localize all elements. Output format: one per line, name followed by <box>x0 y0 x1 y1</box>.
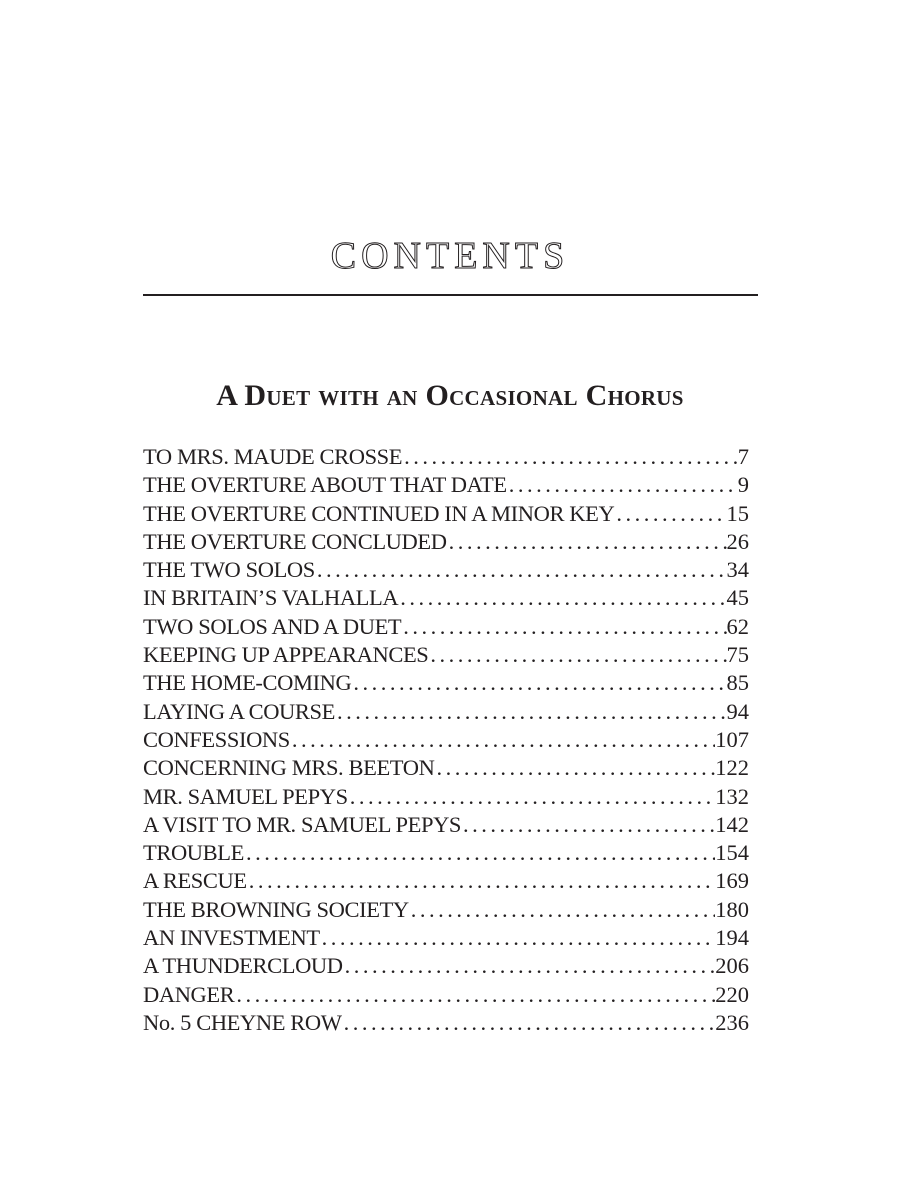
toc-entry <box>143 556 749 584</box>
dot-leader <box>244 839 715 867</box>
dot-leader <box>234 981 715 1009</box>
toc-entry <box>143 726 749 754</box>
dot-leader <box>507 471 738 499</box>
toc-entry-page-number: 26 <box>726 528 749 554</box>
table-of-contents <box>143 443 749 1037</box>
toc-entry-title: THE BROWNING SOCIETY <box>143 896 409 922</box>
toc-entry-page-number: 132 <box>715 783 749 809</box>
toc-entry-title: THE OVERTURE CONTINUED IN A MINOR KEY <box>143 500 615 526</box>
dot-leader <box>461 811 715 839</box>
dot-leader <box>401 613 726 641</box>
toc-entry-title: TROUBLE <box>143 840 244 866</box>
toc-entry-title: A VISIT TO MR. SAMUEL PEPYS <box>143 811 462 837</box>
toc-entry-title: CONFESSIONS <box>143 726 290 752</box>
toc-entry-title: MR. SAMUEL PEPYS <box>143 783 348 809</box>
toc-entry-title: LAYING A COURSE <box>143 698 335 724</box>
toc-entry-page-number: 154 <box>715 840 749 866</box>
dot-leader <box>402 443 738 471</box>
toc-entry <box>143 783 749 811</box>
dot-leader <box>348 783 716 811</box>
title-rule <box>143 294 758 296</box>
toc-entry-page-number: 62 <box>726 613 749 639</box>
toc-entry-title: A THUNDERCLOUD <box>143 953 343 979</box>
toc-entry-title: THE OVERTURE CONCLUDED <box>143 528 447 554</box>
toc-entry-page-number: 122 <box>715 755 749 781</box>
dot-leader <box>342 1009 716 1037</box>
toc-entry <box>143 839 749 867</box>
toc-entry <box>143 584 749 612</box>
toc-entry <box>143 924 749 952</box>
toc-entry-title: THE TWO SOLOS <box>143 557 315 583</box>
toc-entry-page-number: 206 <box>715 953 749 979</box>
dot-leader <box>247 867 716 895</box>
toc-entry-title: IN BRITAIN’S VALHALLA <box>143 585 399 611</box>
toc-entry-title: TO MRS. MAUDE CROSSE <box>143 444 403 469</box>
toc-entry <box>143 1009 749 1037</box>
toc-entry-page-number: 9 <box>737 472 749 498</box>
toc-entry <box>143 500 749 528</box>
toc-entry <box>143 811 749 839</box>
toc-entry <box>143 896 749 924</box>
toc-entry-page-number: 220 <box>715 981 749 1007</box>
dot-leader <box>315 556 727 584</box>
toc-entry <box>143 443 749 471</box>
toc-entry-page-number: 45 <box>726 585 749 611</box>
toc-entry-title: DANGER <box>143 981 235 1007</box>
toc-entry-title: THE OVERTURE ABOUT THAT DATE <box>143 472 507 498</box>
dot-leader <box>614 500 726 528</box>
dot-leader <box>290 726 715 754</box>
toc-entry <box>143 669 749 697</box>
dot-leader <box>447 528 727 556</box>
toc-entry <box>143 867 749 895</box>
toc-entry-page-number: 75 <box>726 642 749 668</box>
page-title: CONTENTS <box>330 235 570 277</box>
toc-entry-page-number: 236 <box>715 1009 749 1035</box>
toc-entry <box>143 754 749 782</box>
toc-entry-title: CONCERNING MRS. BEETON <box>143 755 435 781</box>
toc-entry <box>143 698 749 726</box>
toc-entry-title: AN INVESTMENT <box>143 925 320 951</box>
dot-leader <box>335 698 727 726</box>
toc-entry-title: TWO SOLOS AND A DUET <box>143 613 402 639</box>
toc-entry-page-number: 94 <box>726 698 749 724</box>
toc-entry-title: A RESCUE <box>143 868 247 894</box>
dot-leader <box>434 754 715 782</box>
toc-entry-page-number: 142 <box>715 811 749 837</box>
toc-entry-page-number: 7 <box>737 444 749 469</box>
dot-leader <box>428 641 726 669</box>
toc-entry-page-number: 107 <box>715 726 749 752</box>
toc-entry-title: THE HOME-COMING <box>143 670 352 696</box>
toc-entry-title: No. 5 CHEYNE ROW <box>143 1009 342 1035</box>
dot-leader <box>320 924 716 952</box>
dot-leader <box>343 952 716 980</box>
toc-entry <box>143 528 749 556</box>
toc-entry-page-number: 194 <box>715 925 749 951</box>
toc-entry-title: KEEPING UP APPEARANCES <box>143 642 429 668</box>
toc-entry-page-number: 169 <box>715 868 749 894</box>
toc-entry-page-number: 85 <box>726 670 749 696</box>
dot-leader <box>351 669 726 697</box>
toc-entry <box>143 641 749 669</box>
dot-leader <box>409 896 716 924</box>
toc-entry <box>143 613 749 641</box>
toc-entry-page-number: 15 <box>726 500 749 526</box>
toc-entry <box>143 952 749 980</box>
toc-entry <box>143 471 749 499</box>
toc-entry-page-number: 180 <box>715 896 749 922</box>
toc-entry-page-number: 34 <box>726 557 749 583</box>
toc-entry <box>143 981 749 1009</box>
dot-leader <box>398 584 726 612</box>
section-title: A Duet with an Occasional Chorus <box>216 379 684 412</box>
